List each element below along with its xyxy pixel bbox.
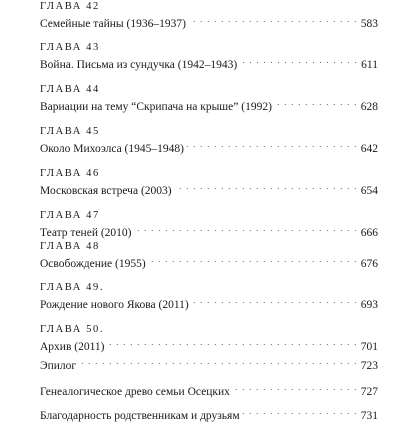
page-number: 693 bbox=[360, 299, 378, 311]
chapter-title: Театр теней (2010) bbox=[40, 227, 132, 239]
page-number: 701 bbox=[360, 341, 378, 353]
toc-entry-line bbox=[40, 294, 378, 311]
dot-leader bbox=[186, 138, 358, 152]
chapter-label: ГЛАВА 48 bbox=[40, 241, 100, 252]
page-number: 727 bbox=[360, 386, 378, 398]
section-title: Благодарность родственникам и друзьям bbox=[40, 410, 240, 422]
chapter-title: Московская встреча (2003) bbox=[40, 185, 172, 197]
toc-entry-line bbox=[40, 405, 378, 422]
toc-entry-chapter-43 bbox=[40, 42, 378, 71]
page-number: 731 bbox=[360, 410, 378, 422]
chapter-title: Рождение нового Якова (2011) bbox=[40, 299, 189, 311]
toc-entry-line bbox=[40, 222, 378, 239]
page-number: 654 bbox=[360, 185, 378, 197]
chapter-label: ГЛАВА 50. bbox=[40, 324, 105, 335]
toc-entry-line bbox=[40, 381, 378, 398]
chapter-title: Семейные тайны (1936–1937) bbox=[40, 18, 186, 30]
dot-leader bbox=[78, 355, 358, 369]
toc-entry-line bbox=[40, 13, 378, 30]
dot-leader bbox=[134, 222, 358, 236]
toc-entry-chapter-49 bbox=[40, 282, 378, 311]
dot-leader bbox=[148, 253, 358, 267]
chapter-label: ГЛАВА 42 bbox=[40, 1, 100, 12]
chapter-label: ГЛАВА 45 bbox=[40, 126, 100, 137]
dot-leader bbox=[239, 54, 358, 68]
chapter-title: Война. Письма из сундучка (1942–1943) bbox=[40, 59, 238, 71]
toc-entry-chapter-47 bbox=[40, 210, 378, 239]
toc-entry-chapter-42 bbox=[40, 1, 378, 30]
toc-entry-chapter-45 bbox=[40, 126, 378, 155]
section-title: Эпилог bbox=[40, 360, 77, 372]
toc-entry-chapter-46 bbox=[40, 168, 378, 197]
page-number: 642 bbox=[360, 143, 378, 155]
page-number: 611 bbox=[361, 59, 378, 71]
toc-entry-line bbox=[40, 355, 378, 372]
dot-leader bbox=[242, 405, 358, 419]
toc-entry-line bbox=[40, 54, 378, 71]
chapter-title: Вариации на тему “Скрипача на крыше” (1992) bbox=[40, 101, 272, 113]
dot-leader bbox=[107, 336, 358, 350]
page-number: 666 bbox=[360, 227, 378, 239]
dot-leader bbox=[188, 13, 358, 27]
chapter-title: Архив (2011) bbox=[40, 341, 105, 353]
toc-entry-line bbox=[40, 96, 378, 113]
chapter-label: ГЛАВА 47 bbox=[40, 210, 100, 221]
chapter-title: Освобождение (1955) bbox=[40, 258, 146, 270]
toc-entry-chapter-44 bbox=[40, 84, 378, 113]
chapter-label: ГЛАВА 43 bbox=[40, 42, 100, 53]
dot-leader bbox=[232, 381, 358, 395]
toc-entry-epilogue bbox=[40, 355, 378, 372]
page-number: 676 bbox=[360, 258, 378, 270]
toc-entry-chapter-50 bbox=[40, 324, 378, 353]
chapter-title: Около Михоэлса (1945–1948) bbox=[40, 143, 184, 155]
toc-entry-line bbox=[40, 336, 378, 353]
toc-entry-family-tree bbox=[40, 381, 378, 398]
toc-entry-acknowledgements bbox=[40, 405, 378, 422]
toc-entry-line bbox=[40, 138, 378, 155]
page-number: 628 bbox=[360, 101, 378, 113]
dot-leader bbox=[174, 180, 358, 194]
toc-entry-chapter-48 bbox=[40, 241, 378, 270]
chapter-label: ГЛАВА 49. bbox=[40, 282, 105, 293]
toc-entry-line bbox=[40, 180, 378, 197]
dot-leader bbox=[191, 294, 358, 308]
chapter-label: ГЛАВА 44 bbox=[40, 84, 100, 95]
page-number: 583 bbox=[360, 18, 378, 30]
page-number: 723 bbox=[360, 360, 378, 372]
section-title: Генеалогическое древо семьи Осецких bbox=[40, 386, 230, 398]
chapter-label: ГЛАВА 46 bbox=[40, 168, 100, 179]
dot-leader bbox=[274, 96, 358, 110]
toc-entry-line bbox=[40, 253, 378, 270]
